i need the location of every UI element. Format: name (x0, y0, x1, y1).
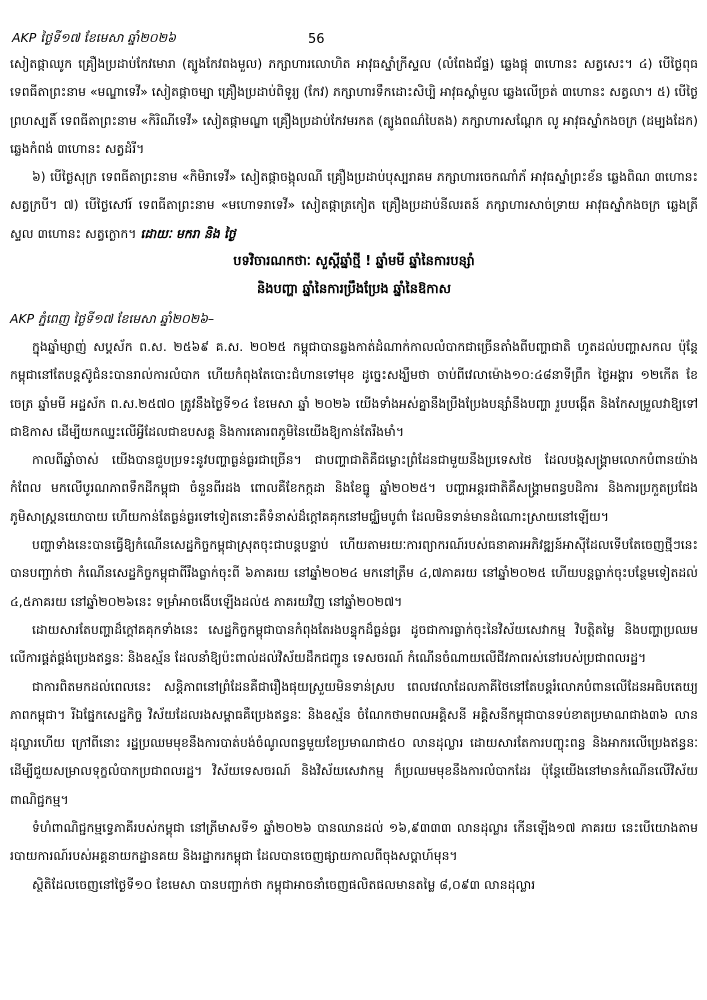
article-paragraph-2: កាលពីឆ្នាំចាស់ យើងបានជួបប្រទះនូវបញ្ហាធ្ងន់ធ្ងរជាច្រើន។ ជាបញ្ហាជាតិគឺជម្លោះព្រំដែនជាមួយនឹងប្រទេសថៃ ដែលបង្កសង្គ្រាមលោកបំពានយ៉ាងកំពែល មកលើបូរណភាពទឹកដីកម្ពុជា ចំនួនពីរដង ពោលគឺខែកក្កដា និងខែធ្នូ ឆ្នាំ២០២៥។ បញ្ហាអន្តរជាតិគឺសង្គ្រាមពន្ធបដិការ និងការប្រកួតប្រជែងភូមិសាស្ត្រនយោបាយ ហើយកាន់តែធ្ងន់ធ្ងរទៅទៀតនោះគឺទំនាស់ដ៏ក្តៅគគុកនៅមជ្ឈិមបូព៌ា ដែលមិនទាន់មានដំណោះស្រាយនៅឡើយ។ (10, 452, 698, 524)
article-paragraph-3: បញ្ហាទាំងនេះបានធ្វើឱ្យកំណើនសេដ្ឋកិច្ចកម្ពុជាស្រុតចុះជាបន្តបន្ទាប់ ហើយតាមរយៈការព្យាករណ៍របស់ធនាគារអភិវឌ្ឍន៍អាស៊ីដែលទើបតែចេញថ្មីៗនេះបានបញ្ជាក់ថា កំណើនសេដ្ឋកិច្ចកម្ពុជាពីរឹងធ្លាក់ចុះពី ៦ភាគរយ នៅឆ្នាំ២០២៤ មកនៅត្រឹម ៤,៧ភាគរយ នៅឆ្នាំ២០២៥ ហើយបន្តធ្លាក់ចុះបន្ថែមទៀតដល់ ៤,៥ភាគរយ នៅឆ្នាំ២០២៦នេះ ទម្រាំអាចងើបឡើងដល់៥ ភាគរយវិញ នៅឆ្នាំ២០២៧។ (10, 537, 698, 609)
lead-paragraph-2 (10, 163, 698, 248)
article-headline-line-2: និងបញ្ហា ឆ្នាំនៃការប្រឹងប្រែង ឆ្នាំនៃឱកាស (257, 282, 451, 298)
article-dateline: AKP ភ្នំពេញ ថ្ងៃទី១៧ ខែមេសា ឆ្នាំ២០២៦– (10, 310, 215, 326)
page-number: 56 (308, 32, 325, 47)
article-paragraph-6: ទំហំពាណិជ្ជកម្មទ្វេភាគីរបស់កម្ពុជា នៅត្រីមាសទី១ ឆ្នាំ២០២៦ បានឈានដល់ ១៦,៩៣៣៣ លានដុល្លារ កើនឡើង១៧ ភាគរយ នេះបើយោងតាមរបាយការណ៍របស់អគ្គនាយកដ្ឋានគយ និងរដ្ឋាករកម្ពុជា ដែលបានចេញផ្សាយកាលពីចុងសប្តាហ៍មុន។ (10, 820, 698, 864)
article-paragraph-4: ដោយសារតែបញ្ហាដ៏ក្តៅគគុកទាំងនេះ សេដ្ឋកិច្ចកម្ពុជាបានកំពុងតែរងបន្ទុកដ៏ធ្ងន់ធ្ងរ ដូចជាការធ្លាក់ចុះនៃវិស័យសេវាកម្ម វិបត្តិតម្លៃ និងបញ្ហាប្រឈមលើការផ្គត់ផ្គង់ប្រេងឥន្ធនៈ និងឧស្ម័ន ដែលនាំឱ្យប៉ះពាល់ដល់វិស័យដឹកជញ្ជូន ទេសចរណ៍ កំណើនចំណាយលើជីវភាពរស់នៅរបស់ប្រជាពលរដ្ឋ។ (10, 621, 698, 666)
article-paragraph-1: ក្នុងឆ្នាំម្សាញ់ សប្តស័ក ព.ស. ២៥៦៩ គ.ស. ២០២៥ កម្ពុជាបានឆ្លងកាត់ដំណាក់កាលលំបាកជាច្រើនតាំងពីបញ្ហាជាតិ ហូតដល់បញ្ហាសកល ប៉ុន្តែកម្ពុជានៅតែបន្តស៊ូជំនះបានរាល់ការលំបាក ហើយកំពុងតែបោះជំហានទៅមុខ ដូច្នេះសង្ឃឹមថា ចាប់ពីវេលាម៉ោង១០:៤៨នាទីព្រឹក ថ្ងៃអង្គារ ១២កើត ខែចេត្រ ឆ្នាំមមី អដ្ឋស័ក ព.ស.២៥៧០ ត្រូវនឹងថ្ងៃទី១៤ ខែមេសា ឆ្នាំ ២០២៦ យើងទាំងអស់គ្នានឹងប្រឹងប្រែងបន្សាំនឹងបញ្ហា រួបបង្កើត និងកែសម្រួលវាឱ្យទៅជាឱកាស ដើម្បីយកឈ្នះលើអ្វីដែលជាឧបសគ្គ និងការគោរពភូមិនៃយើងឱ្យកាន់តែរឹងមាំ។ (10, 338, 698, 439)
page-header: AKP ថ្ងៃទី១៧ ខែមេសា ឆ្នាំ២០២៦ (12, 30, 176, 45)
article-paragraph-5: ជាការពិតមកដល់ពេលនេះ សន្តិភាពនៅព្រំដែនគឺជារឿងផុយស្រួយមិនទាន់ស្រប ពេលវេលាដែលភាគីថៃនៅតែបន្តរំលោភបំពានលើដែនអធិបតេយ្យភាពកម្ពុជា។ រីឯផ្នែកសេដ្ឋកិច្ច វិស័យដែលរងសម្ពាធគឺប្រេងឥន្ធនៈ និងឧស្ម័ន ចំណែកថាមពលអគ្គិសនី អគ្គិសនីកម្ពុជាបានទប់ខាតប្រមាណជាង៣៦ លានដុល្លារហើយ ក្រៅពីនោះ រដ្ឋប្រឈមមុខនឹងការបាត់បង់ចំណូលពន្ធមួយខែប្រមាណជា៥០ លានដុល្លារ ដោយសារតែការបញ្ចុះពន្ធ និងអាករលើប្រេងឥន្ធនៈ ដើម្បីជួយសម្រាលទុក្ខលំបាកប្រជាពលរដ្ឋ។ វិស័យទេសចរណ៍ និងវិស័យសេវាកម្ម ក៏ប្រឈមមុខនឹងការលំបាកដែរ ប៉ុន្តែយើងនៅមានកំណើនលើវិស័យពាណិជ្ជកម្ម។ (10, 678, 698, 807)
page-body (10, 50, 698, 899)
lead-paragraph-2-text: ៦) បើថ្ងៃសុក្រ ទេពធីតាព្រះនាម «កិមិរាទេវី» សៀតផ្កាចង្កុលណី គ្រឿងប្រដាប់បុស្បរាគម ភក្សាហារចេកណាំភ័ អាវុធស្នាំព្រះខ័ន ឆ្លេងពិណ ៣ហោនះ សត្វក្របី។ ៧) បើថ្ងៃសៅរ៍ ទេពធីតាព្រះនាម «មហោទរាទេវី» សៀតផ្កាត្រកៀត គ្រឿងប្រដាប់នីលរតន៍ ភក្សាហារសាច់ទ្រាយ អាវុធស្នាំកងចក្រ ឆ្លេងត្រីស្ទល ៣ហោនះ សត្វក្ងោក។ (10, 169, 698, 241)
article-paragraph-7: ស្ថិតិដែលចេញនៅថ្ងៃទី១០ ខែមេសា បានបញ្ជាក់ថា កម្ពុជាអាចនាំចេញផលិតផលមានតម្លៃ ៨,០៩៣ លានដុល្លារ (32, 876, 536, 892)
lead-paragraph-1: សៀតផ្កាឈូក គ្រឿងប្រដាប់កែវមោរា (ត្បូងកែវពងមួល) ភក្សាហារលោហិត អាវុធស្នាំក្រីស្ទល (លំពែងជ័ផ្ទ) ឆ្លេងផ្តុ ៣ហោនះ សត្វសេះ។ ៤) បើថ្ងៃពុធ ទេពធីតាព្រះនាម «មណ្ឌាទេវី» សៀតផ្កាចម្បា គ្រឿងប្រដាប់ពិទូរ្យ (កែវ) ភក្សាហារទឹកដោះសិប្បិ អាវុធស្ពាំមួល ឆ្លេងលើច្រត់ ៣ហោនះ សត្វលា។ ៥) បើថ្ងៃព្រហស្បតិ៍ ទេពធីតាព្រះនាម «កិរិណីទេវី» សៀតផ្កាមណ្ឌា គ្រឿងប្រដាប់កែវមរកត (ត្បូងពណ៌បៃតង) ភក្សាហារសណ្តែក លូ អាវុធស្នាំកងចក្រ (ដម្បងដែក) ឆ្លេងកំពង់ ៣ហោនះ សត្វដំរី។ (10, 56, 698, 156)
byline: ដោយៈ មករា និង ថ្ងៃ (140, 225, 236, 241)
article-headline-line-1: បទវិចារណកថាៈ សួស្តីឆ្នាំថ្មី ! ឆ្នាំមមី ឆ្នាំនៃការបន្សាំ (233, 254, 475, 270)
